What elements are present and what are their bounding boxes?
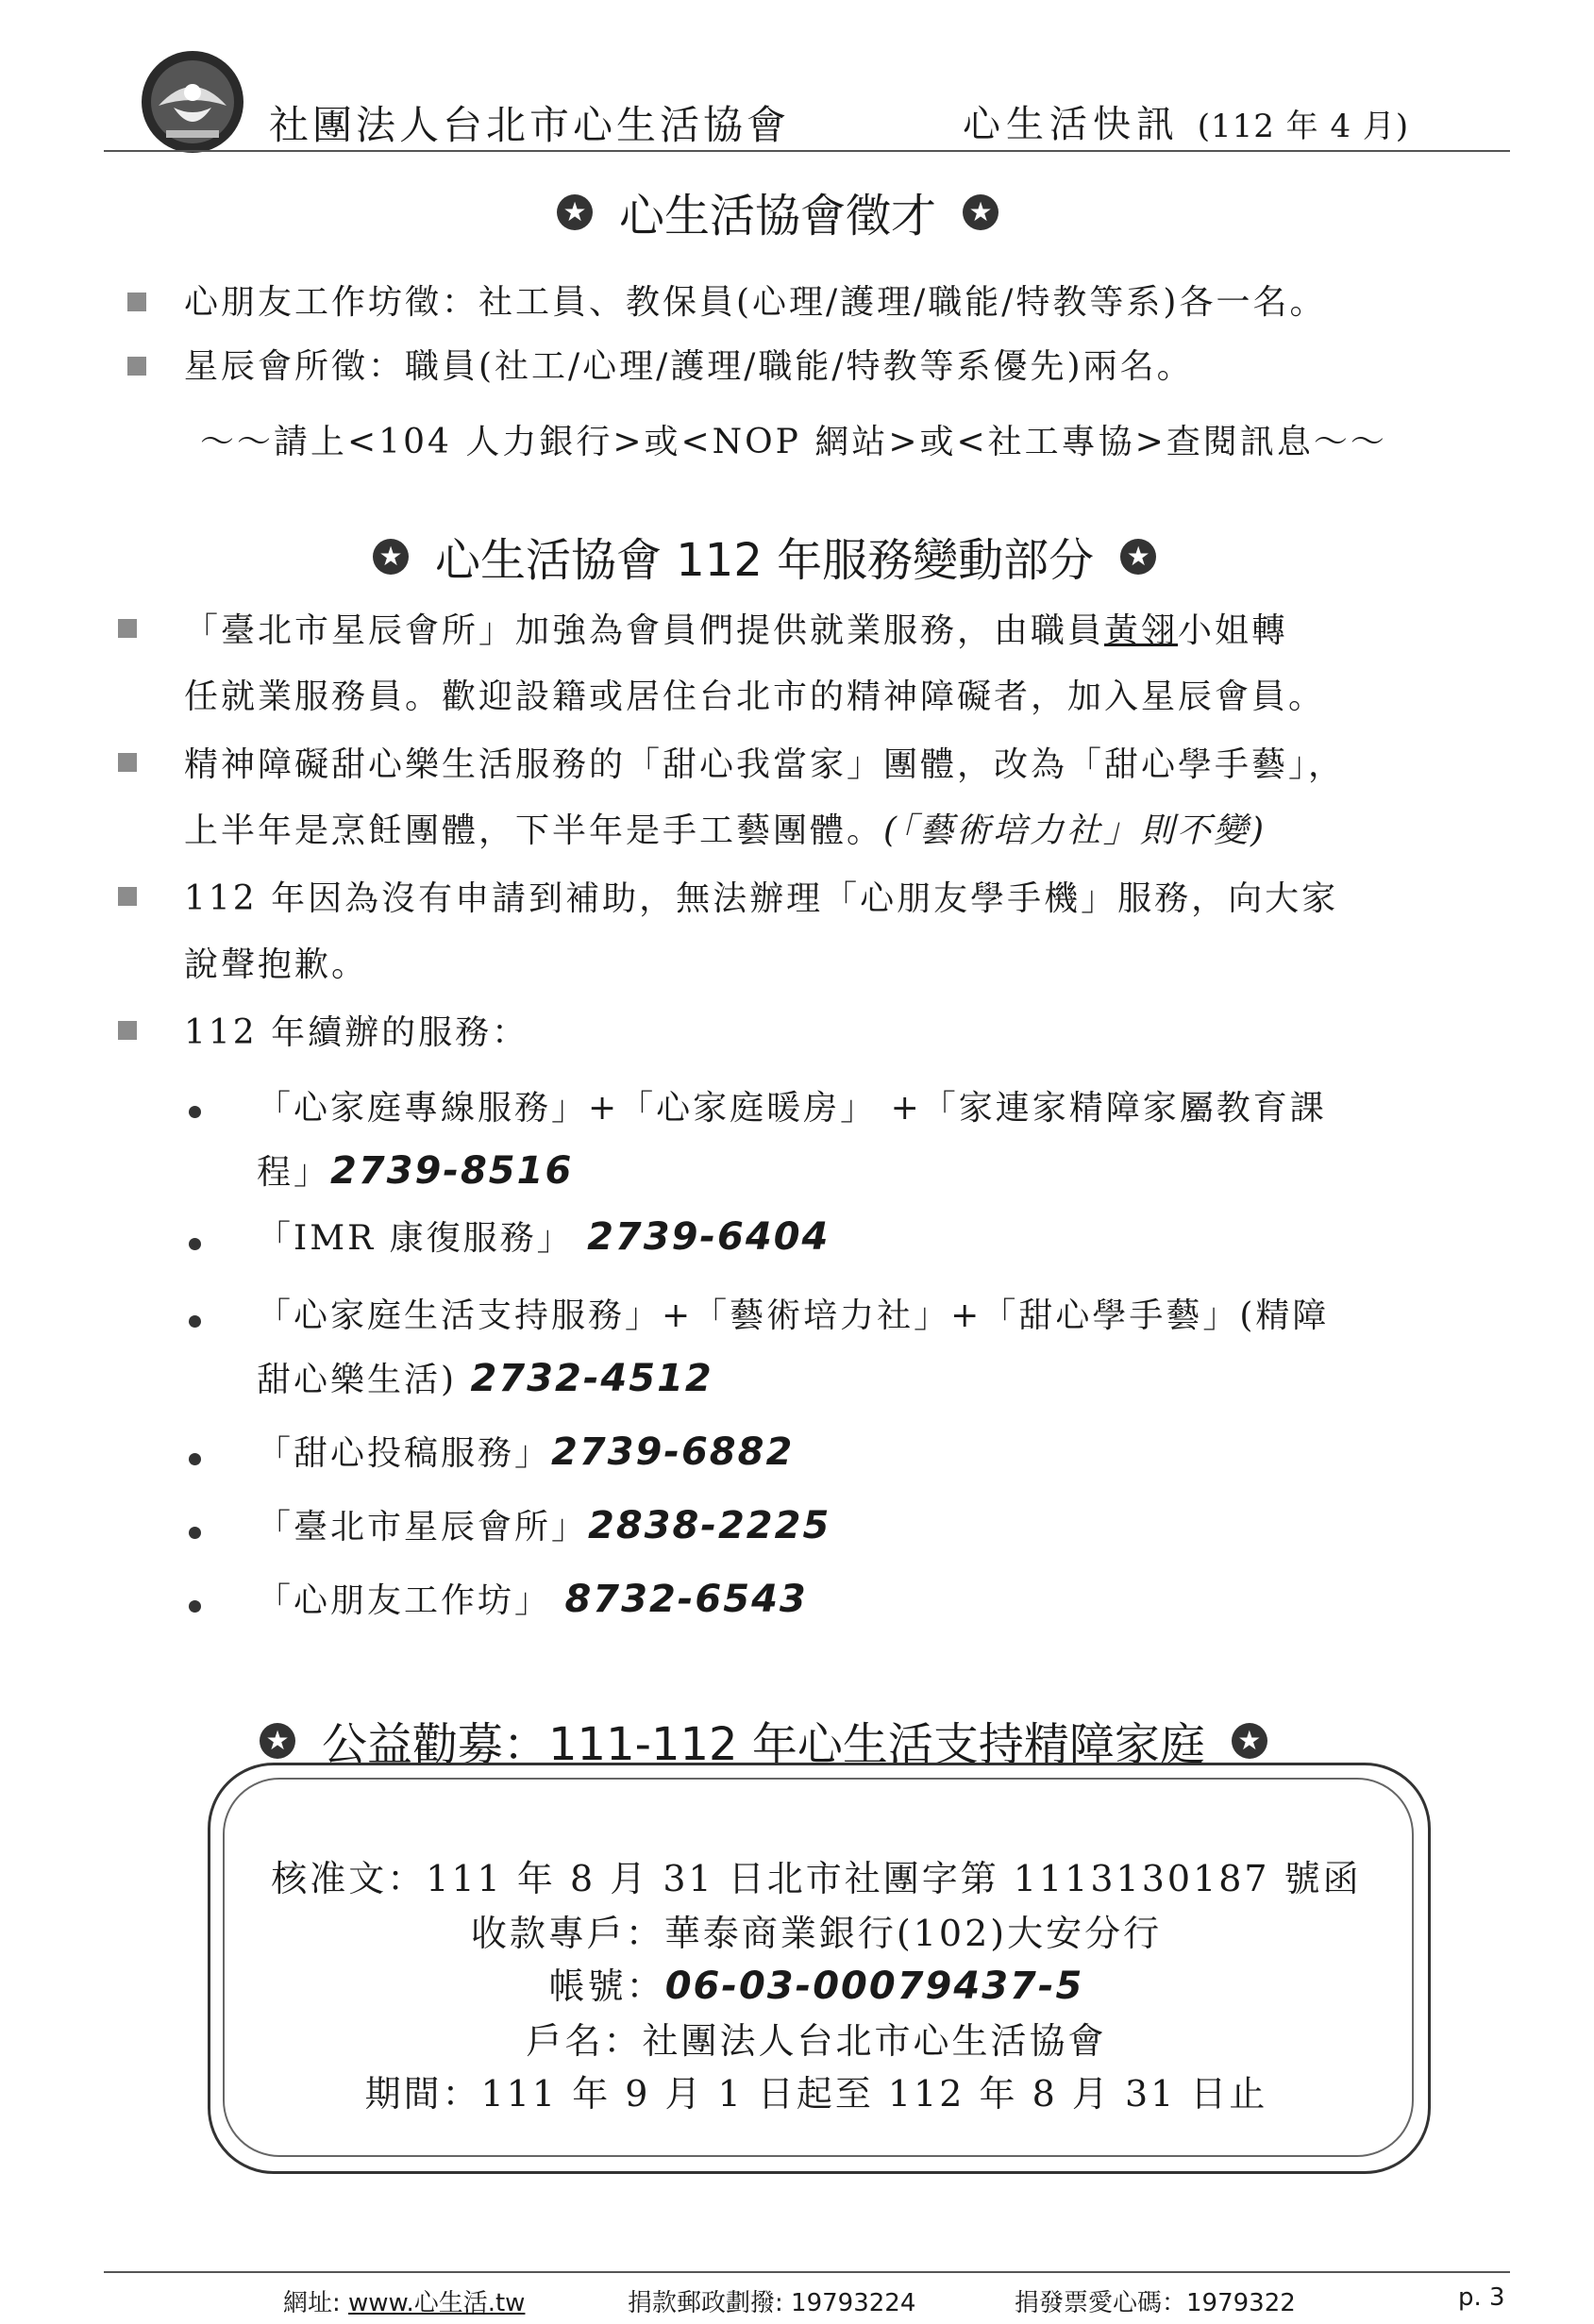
bullet-square (118, 619, 137, 638)
fundraise-period: 期間：111 年 9 月 1 日起至 112 年 8 月 31 日止 (364, 2073, 1268, 2115)
bullet-square (127, 357, 146, 376)
header-divider (104, 150, 1510, 152)
change-item-3-line-2: 說聲抱歉。 (184, 945, 369, 984)
bullet-dot (189, 1527, 201, 1539)
bullet-dot (189, 1238, 201, 1250)
bullet-dot (189, 1106, 201, 1118)
change-item-1-line-1: 「臺北市星辰會所」加強為會員們提供就業服務，由職員黃翎小姐轉 (184, 611, 1289, 650)
bullet-square (127, 293, 146, 311)
fundraise-account-name: 戶名：社團法人台北市心生活協會 (526, 2020, 1107, 2062)
bullet-dot (189, 1600, 201, 1613)
star-icon: ★ (373, 539, 409, 575)
star-icon: ★ (1232, 1723, 1267, 1759)
service-item-1-line-1: 「心家庭專線服務」+「心家庭暖房」 +「家連家精障家屬教育課 (257, 1089, 1327, 1128)
bullet-dot (189, 1453, 201, 1465)
issue-title: 心生活快訊 (963, 103, 1180, 146)
service-phone: 2739-6882 (551, 1430, 795, 1474)
star-icon: ★ (260, 1723, 295, 1759)
bullet-dot (189, 1315, 201, 1328)
bullet-square (118, 887, 137, 906)
website-link[interactable]: www.心生活.tw (348, 2289, 526, 2317)
changes-heading (373, 524, 1156, 589)
star-icon: ★ (1120, 539, 1156, 575)
service-item-3-line-1: 「心家庭生活支持服務」+「藝術培力社」+「甜心學手藝」(精障 (257, 1296, 1330, 1335)
change-item-4: 112 年續辦的服務： (184, 1013, 529, 1052)
footer-divider (104, 2271, 1510, 2273)
fundraise-heading-text: 公益勸募：111-112 年心生活支持精障家庭 (322, 1718, 1205, 1771)
recruit-item-1: 心朋友工作坊徵：社工員、教保員(心理/護理/職能/特教等系)各一名。 (184, 283, 1327, 322)
footer-website: 網址: www.心生活.tw (283, 2289, 526, 2317)
footer-donation-code: 捐發票愛心碼：1979322 (1015, 2289, 1296, 2317)
staff-name: 黃翎 (1104, 611, 1179, 650)
service-item-6: 「心朋友工作坊」 8732-6543 (257, 1578, 808, 1621)
change-item-2-line-2: 上半年是烹飪團體，下半年是手工藝團體。(「藝術培力社」則不變) (184, 811, 1267, 850)
star-icon: ★ (557, 194, 593, 230)
service-phone: 2739-6404 (587, 1215, 831, 1259)
changes-heading-text: 心生活協會 112 年服務變動部分 (435, 534, 1095, 587)
service-phone: 2732-4512 (470, 1357, 713, 1400)
service-phone: 2739-8516 (330, 1149, 574, 1193)
recruit-note: ～～請上<104 人力銀行>或<NOP 網站>或<社工專協>查閱訊息～～ (200, 423, 1387, 461)
star-icon: ★ (963, 194, 998, 230)
change-item-2-line-1: 精神障礙甜心樂生活服務的「甜心我當家」團體，改為「甜心學手藝」， (184, 745, 1346, 784)
bullet-square (118, 1021, 137, 1040)
service-phone: 2838-2225 (588, 1504, 831, 1547)
recruit-heading-text: 心生活協會徵才 (619, 190, 937, 242)
page-number: p. 3 (1458, 2283, 1505, 2312)
newsletter-title (963, 94, 1409, 148)
change-item-1-line-2: 任就業服務員。歡迎設籍或居住台北市的精神障礙者，加入星辰會員。 (184, 677, 1326, 716)
fundraise-bank: 收款專戶：華泰商業銀行(102)大安分行 (470, 1913, 1163, 1954)
service-item-1-line-2: 程」2739-8516 (257, 1149, 574, 1193)
service-item-3-line-2: 甜心樂生活) 2732-4512 (257, 1357, 713, 1400)
service-item-5: 「臺北市星辰會所」2838-2225 (257, 1504, 831, 1547)
association-logo (140, 49, 245, 155)
service-phone: 8732-6543 (564, 1578, 808, 1621)
recruit-heading (557, 179, 998, 244)
service-item-2: 「IMR 康復服務」 2739-6404 (257, 1215, 831, 1259)
fundraise-approval: 核准文：111 年 8 月 31 日北市社團字第 1113130187 號函 (271, 1858, 1362, 1899)
fundraise-account-number: 帳號：06-03-00079437-5 (548, 1965, 1084, 2008)
issue-date: (112 年 4 月) (1197, 108, 1410, 145)
change-item-3-line-1: 112 年因為沒有申請到補助，無法辦理「心朋友學手機」服務，向大家 (184, 879, 1339, 918)
footer-postal-account: 捐款郵政劃撥: 19793224 (628, 2289, 916, 2317)
recruit-item-2: 星辰會所徵：職員(社工/心理/護理/職能/特教等系優先)兩名。 (184, 347, 1194, 386)
organization-name: 社團法人台北市心生活協會 (269, 102, 791, 148)
bullet-square (118, 753, 137, 772)
service-item-4: 「甜心投稿服務」2739-6882 (257, 1430, 795, 1474)
